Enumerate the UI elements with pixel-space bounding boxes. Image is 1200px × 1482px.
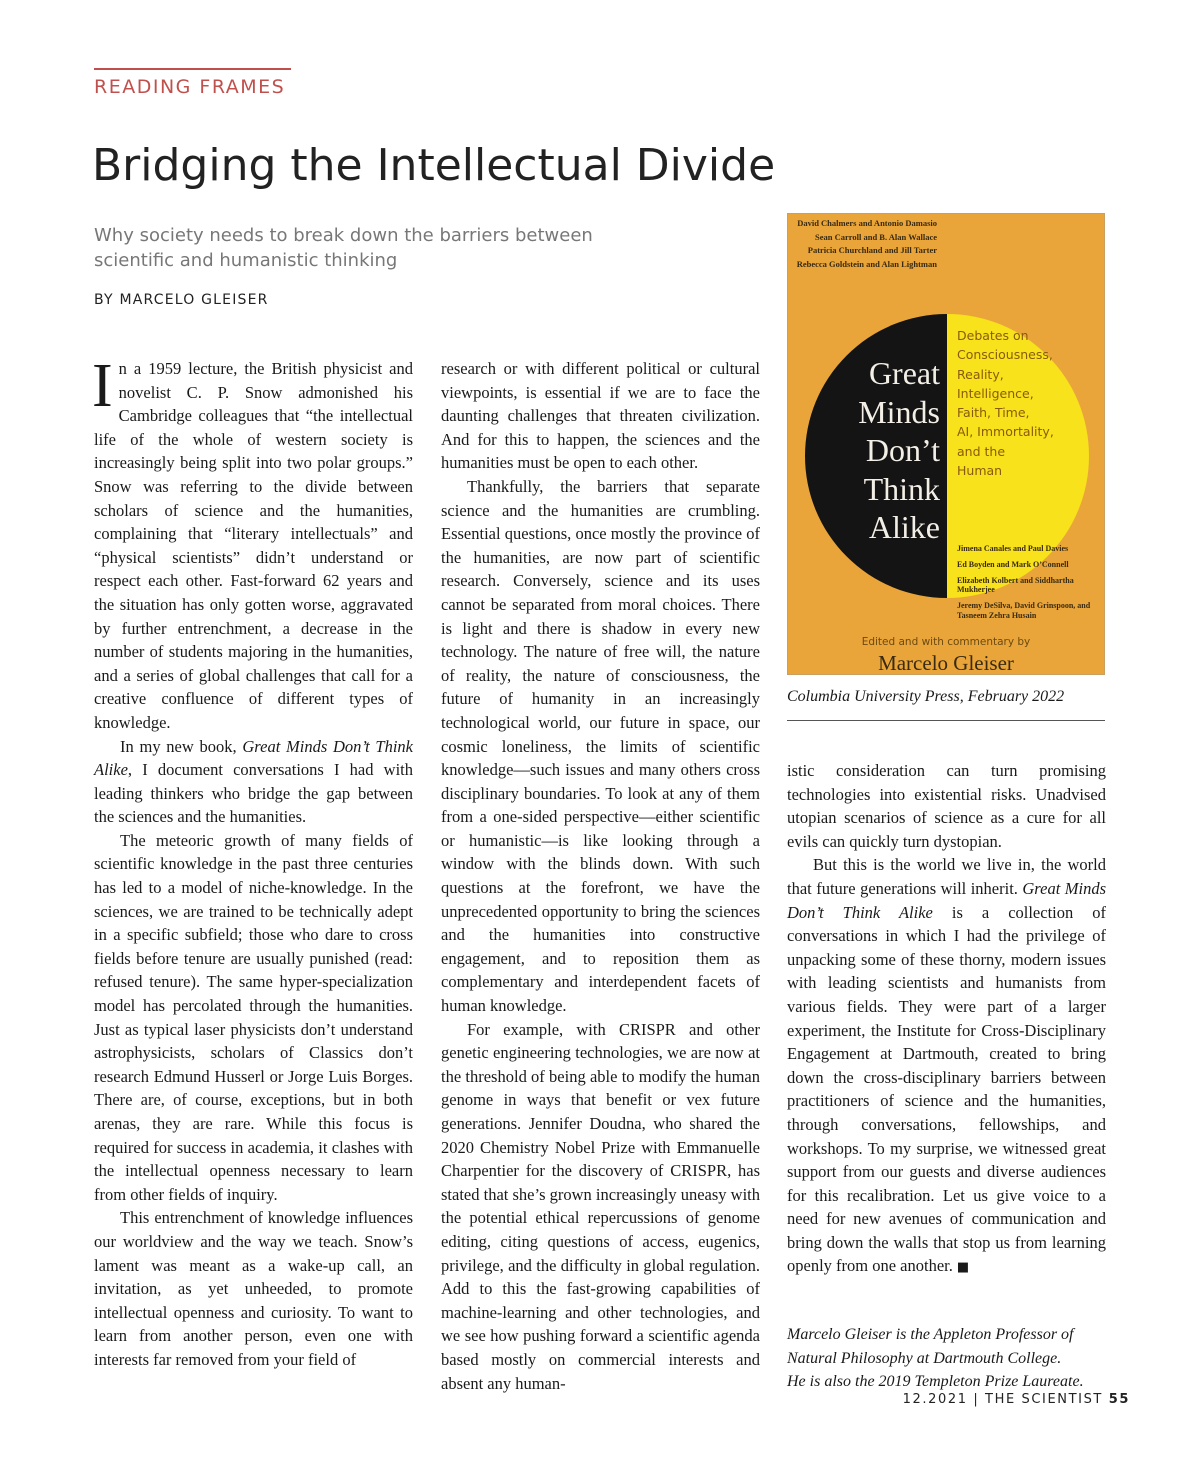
paragraph-6-part-1: For example, with CRISPR and other genetic engineering technologies, we are now at the threshold of being able to modify the human genome in ways that benefit or vex future generations. Jennifer Doudna, who shared the 2020 Chemistry Nobel Prize with Emmanuelle Charpentier for the discovery of CRISPR, has stated that she’s grown increasingly uneasy with the potential ethical repercussions of genome editing, citing questions of access, eugenics, privilege, and the difficulty in global regulation. Add to this the fast-growing capabilities of machine-learning and other technologies, and we see how pushing forward a scientific agenda based mostly on commercial interests and absent any human-	[441, 1019, 760, 1393]
cover-author-pair: Patricia Churchland and Jill Tarter	[807, 245, 937, 256]
cover-author-pair: Rebecca Goldstein and Alan Lightman	[796, 258, 937, 269]
article-column-2	[441, 357, 760, 1395]
section-rule	[94, 68, 291, 70]
cover-subtitle-line: Debates on	[957, 328, 1029, 343]
author-bio-line: He is also the 2019 Templeton Prize Laureate.	[787, 1373, 1084, 1391]
paragraph-1	[92, 352, 413, 735]
cover-subtitle-line: Reality,	[957, 366, 1004, 382]
cover-caption: Columbia University Press, February 2022	[787, 688, 1065, 705]
paragraph-1-text: n a 1959 lecture, the British physicist and novelist C. P. Snow admonished his Cambridge colleagues that “the intellectual life of the whole of western society is increasingly being split into two polar groups.” Snow was referring to the divide between scholars of science and the humanities, complaining that “literary intellectuals” and “physical scientists” didn’t understand or respect each other. Fast-forward 62 years and the situation has only gotten worse, aggravated by further entrenchment, a decrease in the number of students majoring in the humanities, and a series of global challenges that call for a creative confluence of different types of knowledge.	[94, 359, 413, 732]
article-column-3	[787, 759, 1106, 1280]
cover-title-line: Great	[868, 355, 940, 391]
cover-authors-bottom	[957, 544, 1105, 627]
paragraph-2-tail: , I document conversations I had with leading thinkers who bridge the gap between the sciences and the humanities.	[94, 760, 413, 827]
book-cover-image	[787, 213, 1105, 675]
drop-cap: I	[92, 352, 113, 420]
cover-author-pair: David Chalmers and Antonio Damasio	[797, 218, 937, 228]
end-mark-icon: ■	[956, 1260, 970, 1276]
paragraph-7	[787, 853, 1106, 1280]
author-bio-line: Natural Philosophy at Dartmouth College.	[787, 1349, 1062, 1367]
caption-rule	[787, 720, 1105, 721]
article-column-1	[92, 352, 413, 1372]
cover-subtitle-line: AI, Immortality,	[957, 424, 1054, 440]
author-bio-line: Marcelo Gleiser is the Appleton Professor of	[787, 1326, 1074, 1343]
paragraph-7-lead: But this is the world we live in, the world that future generations will inherit.	[787, 855, 1106, 898]
paragraph-3: The meteoric growth of many fields of scientific knowledge in the past three centuries has led to a model of niche-knowledge. In the sciences, we are trained to be technically adept in a specific subfield; those who dare to cross fields before tenure are usually punished (read: refused tenure). The same hyper-specialization model has percolated through the humanities. Just as typical laser physicists don’t understand astrophysicists, scholars of Classics don’t research Edmund Husserl or Jorge Luis Borges. There are, of course, exceptions, but in both arenas, they are rare. While this focus is required for success in academia, it clashes with the intellectual openness necessary to learn from other fields of inquiry.	[94, 830, 413, 1204]
paragraph-4-part-1: This entrenchment of knowledge influences our worldview and the way we teach. Snow’s lament was meant as a wake-up call, an invitation, as yet unheeded, to promote intellectual openness and curiosity. To want to learn from another person, even one with interests far removed from your field of	[94, 1208, 413, 1369]
cover-subtitle-line: Faith, Time,	[957, 405, 1030, 421]
article-title: Bridging the Intellectual Divide	[92, 140, 776, 191]
paragraph-2-lead: In my new book,	[120, 736, 243, 756]
cover-subtitle	[957, 326, 1097, 480]
paragraph-5: Thankfully, the barriers that separate science and the humanities are crumbling. Essential questions, once mostly the province of the humanities, are now part of scientific research. Conversely, science and its uses cannot be separated from moral choices. There is light and there is shadow in every new technology. The nature of free will, the nature of reality, the nature of consciousness, the future of humanity in an increasingly technological world, our future in space, our cosmic loneliness, the limits of scientific knowledge—such issues and many others cross disciplinary boundaries. To look at any of them from a one-sided perspective—either scientific or humanistic—is like looking through a window with the blinds down. With such questions at the forefront, we have the unprecedented opportunity to bring the sciences and the humanities into constructive engagement, and to reposition them as complementary and interdependent facets of human knowledge.	[441, 476, 760, 1016]
paragraph-6-part-2: istic consideration can turn promising technologies into existential risks. Unadvised utopian scenarios of science as a cure for all evils can quickly turn dystopian.	[787, 761, 1106, 851]
paragraph-4-part-2: research or with different political or cultural viewpoints, is essential if we are to face the daunting challenges that threaten civilization. And for this to happen, the sciences and the humanities must be open to each other.	[441, 359, 760, 473]
cover-title-line: Think	[863, 470, 940, 507]
cover-title	[828, 354, 940, 547]
footer-issue: 12.2021 | THE SCIENTIST	[902, 1392, 1103, 1407]
section-label: READING FRAMES	[94, 76, 286, 98]
book-title-mention: Great Minds Don’t Think Alike	[94, 736, 413, 780]
cover-author-pair: Ed Boyden and Mark O’Connell	[957, 559, 1069, 569]
cover-author-pair: Sean Carroll and B. Alan Wallace	[814, 231, 937, 242]
cover-subtitle-line: Consciousness,	[957, 347, 1053, 363]
cover-title-line: Don’t	[865, 432, 940, 468]
author-bio	[787, 1323, 1117, 1394]
cover-editor-name: Marcelo Gleiser	[878, 651, 1014, 675]
cover-title-line: Minds	[858, 393, 940, 430]
page-footer	[903, 1392, 1130, 1407]
cover-subtitle-line: Intelligence,	[957, 385, 1034, 401]
cover-title-line: Alike	[868, 509, 940, 545]
cover-authors-top	[787, 218, 937, 272]
byline: BY MARCELO GLEISER	[94, 292, 269, 308]
page-number: 55	[1108, 1392, 1130, 1407]
cover-author-pair: Elizabeth Kolbert and Siddhartha Mukherjee	[957, 575, 1074, 595]
cover-edited-by: Edited and with commentary by	[861, 636, 1031, 648]
paragraph-7-tail: is a collection of conversations in which I had the privilege of unpacking some of these thorny, modern issues with leading scientists and humanists from various fields. They were part of a larger experiment, the Institute for Cross-Disciplinary Engagement at Dartmouth, created to bring down the cross-disciplinary barriers between practitioners of science and the humanities, through conversations, fellowships, and workshops. To my surprise, we witnessed great support from our guests and diverse audiences for this recalibration. Let us give voice to a need for new avenues of communication and bring down the walls that stop us from learning openly from one another.	[787, 902, 1106, 1276]
book-title-mention: Great Minds Don’t Think Alike	[787, 878, 1106, 922]
article-dek: Why society needs to break down the barriers between scientific and humanistic thinking	[94, 225, 593, 271]
cover-subtitle-line: Human	[957, 463, 1003, 479]
cover-author-pair: Jimena Canales and Paul Davies	[957, 544, 1069, 553]
cover-author-pair: Jeremy DeSilva, David Grinspoon, and Tasneem Zehra Husain	[957, 601, 1091, 620]
paragraph-2	[94, 735, 413, 829]
cover-subtitle-line: and the	[957, 443, 1006, 459]
